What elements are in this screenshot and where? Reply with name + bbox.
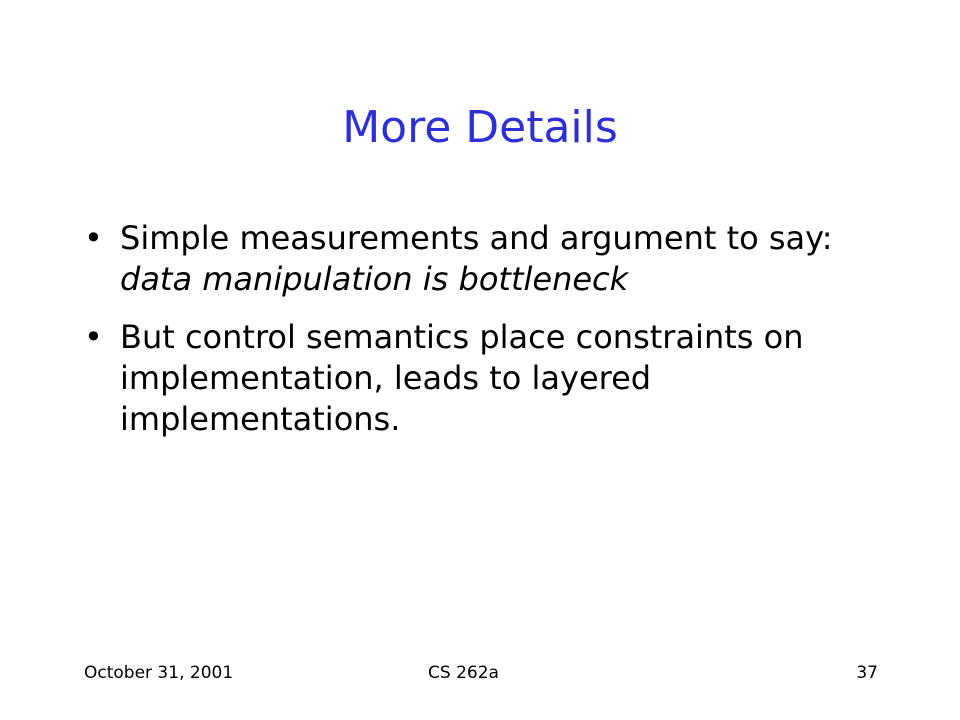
bullet-item xyxy=(84,317,904,440)
bullet-text: But control semantics place constraints on implementation, leads to layered implementations. xyxy=(120,318,804,438)
slide-title: More Details xyxy=(342,102,618,153)
bullet-list xyxy=(84,218,904,457)
bullet-marker: • xyxy=(84,318,103,356)
footer-course: CS 262a xyxy=(428,663,499,683)
footer-page-number: 37 xyxy=(856,663,878,683)
bullet-text: Simple measurements and argument to say: xyxy=(120,219,833,257)
footer-date: October 31, 2001 xyxy=(84,663,234,683)
bullet-item xyxy=(84,218,904,300)
bullet-text-italic: data manipulation is bottleneck xyxy=(120,260,629,298)
bullet-marker: • xyxy=(84,219,103,257)
